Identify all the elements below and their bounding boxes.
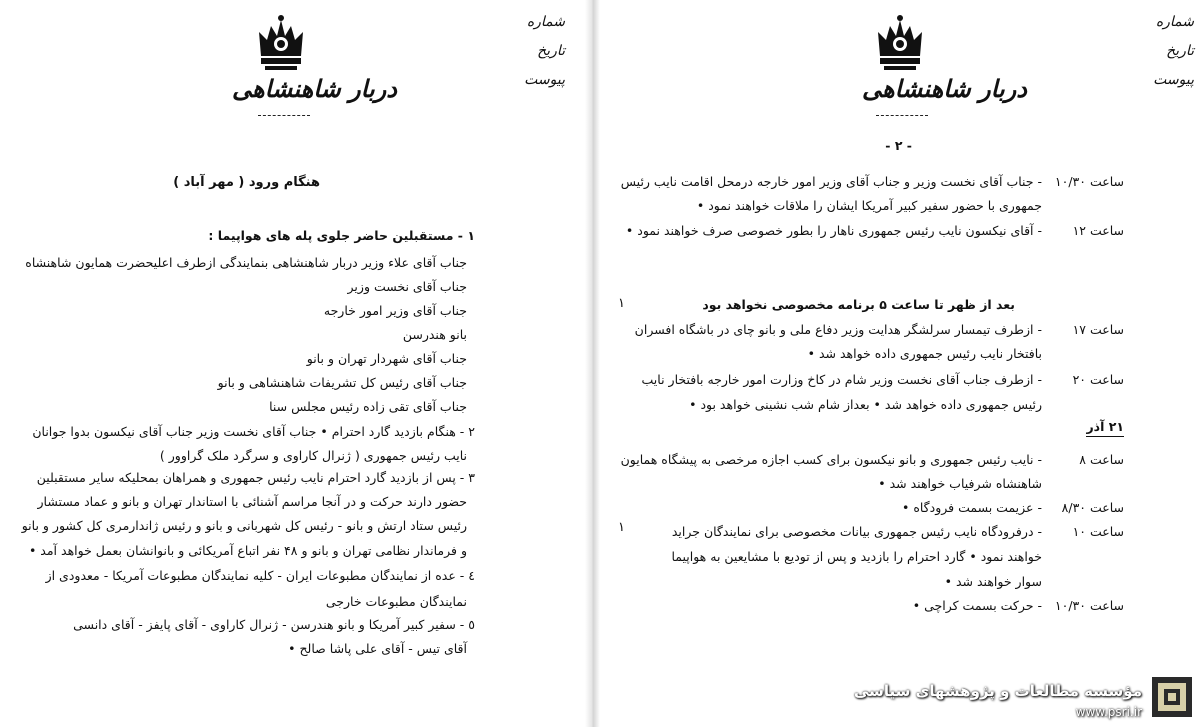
schedule-text: - حرکت بسمت کراچی • xyxy=(912,598,1042,613)
page-number: - ٢ - xyxy=(885,138,912,153)
margin-mark: ١ xyxy=(618,520,625,535)
time-label: ساعت ۱۲ xyxy=(1072,223,1124,238)
text-line: حضور دارند حرکت و در آنجا مراسم آشنائی با استاندار تهران و بانو و عماد مستشار xyxy=(37,494,467,509)
page-gutter xyxy=(585,0,600,727)
meta-number-label: شماره xyxy=(1155,14,1194,30)
document-page-right xyxy=(600,0,1200,727)
text-line: جناب آقای تقی زاده رئیس مجلس سنا xyxy=(269,399,467,414)
text-line: جناب آقای رئیس کل تشریفات شاهنشاهی و بانو xyxy=(217,375,467,390)
schedule-text: رئیس جمهوری داده خواهد شد • بعداز شام شب نشینی خواهد بود • xyxy=(689,397,1042,412)
text-line: رئیس ستاد ارتش و بانو - رئیس کل شهربانی و بانو و رئیس ژاندارمری کل کشور و بانو xyxy=(21,518,467,533)
title-divider xyxy=(258,115,310,116)
schedule-text: - جناب آقای نخست وزیر و جناب آقای وزیر امور خارجه درمحل اقامت نایب رئیس xyxy=(620,174,1042,189)
meta-number-label: شماره xyxy=(526,14,565,30)
time-label: ساعت ۸ xyxy=(1079,452,1124,467)
text-line: جناب آقای شهردار تهران و بانو xyxy=(306,351,467,366)
time-label: ساعت ۸/۳۰ xyxy=(1061,500,1124,515)
text-line: ٤ - عده از نمایندگان مطبوعات ایران - کلیه نمایندگان مطبوعات آمریکا - معدودی از xyxy=(45,568,475,583)
schedule-text: - درفرودگاه نایب رئیس جمهوری بیانات مخصوصی برای نمایندگان جراید xyxy=(671,524,1042,539)
schedule-text: - آقای نیکسون نایب رئیس جمهوری ناهار را بطور خصوصی صرف خواهند نمود • xyxy=(625,223,1042,238)
institute-logo-icon xyxy=(1152,677,1192,717)
schedule-text: بافتخار نایب رئیس جمهوری داده خواهد شد • xyxy=(807,346,1042,361)
text-line: آقای تیس - آقای علی پاشا صالح • xyxy=(288,641,467,656)
letterhead-meta xyxy=(1153,8,1194,95)
meta-attachment-label: پیوست xyxy=(524,72,565,88)
time-label: ساعت ۱۰ xyxy=(1072,524,1124,539)
time-label: ساعت ۱۷ xyxy=(1072,322,1124,337)
schedule-text: شاهنشاه شرفیاب خواهند شد • xyxy=(878,476,1042,491)
text-line: نمایندگان مطبوعات خارجی xyxy=(325,594,467,609)
meta-attachment-label: پیوست xyxy=(1153,72,1194,88)
meta-date-label: تاریخ xyxy=(537,43,565,59)
time-label: ساعت ۲۰ xyxy=(1072,372,1124,387)
text-line: و فرماندار نظامی تهران و بانو و ۴۸ نفر اتباع آمریکائی و بانوانشان بعمل خواهد آمد • xyxy=(28,543,467,558)
text-line: بانو هندرسن xyxy=(402,327,467,342)
margin-mark: ١ xyxy=(618,296,625,311)
schedule-text: سوار خواهند شد • xyxy=(944,574,1042,589)
schedule-text: - نایب رئیس جمهوری و بانو نیکسون برای کسب اجازه مرخصی به پیشگاه همایون xyxy=(620,452,1042,467)
section-heading: هنگام ورود ( مهر آباد ) xyxy=(173,175,320,190)
court-title: دربار شاهنشاهی xyxy=(232,74,397,103)
text-line: جناب آقای وزیر امور خارجه xyxy=(323,303,467,318)
meta-date-label: تاریخ xyxy=(1166,43,1194,59)
text-line: ٥ - سفیر کبیر آمریکا و بانو هندرسن - ژنرال کاراوی - آقای پایفز - آقای دانسی xyxy=(73,617,475,632)
watermark-url: www.psri.ir xyxy=(1075,705,1142,719)
schedule-text: - ازطرف جناب آقای نخست وزیر شام در کاخ وزارت امور خارجه بافتخار نایب xyxy=(641,372,1042,387)
letterhead-meta xyxy=(524,8,565,95)
crown-emblem-icon xyxy=(253,14,309,78)
title-divider xyxy=(876,115,928,116)
date-heading: ۲۱ آذر xyxy=(1086,419,1124,437)
text-line: ٢ - هنگام بازدید گارد احترام • جناب آقای نخست وزیر جناب آقای نیکسون بدوا جوانان xyxy=(32,424,475,439)
time-label: ساعت ۱۰/۳۰ xyxy=(1054,174,1124,189)
afternoon-heading: بعد از ظهر تا ساعت ۵ برنامه مخصوصی نخواهد بود xyxy=(702,297,1015,312)
crown-emblem-icon xyxy=(872,14,928,78)
text-line: جناب آقای نخست وزیر xyxy=(347,279,467,294)
schedule-text: خواهند نمود • گارد احترام را بازدید و پس از تودیع با مشایعین به هواپیما xyxy=(671,549,1042,564)
text-line: نایب رئیس جمهوری ( ژنرال کاراوی و سرگرد ملک گراوور ) xyxy=(159,448,467,463)
watermark-org-name: مؤسسه مطالعات و پژوهشهای سیاسی xyxy=(853,682,1142,700)
schedule-text: - ازطرف تیمسار سرلشگر هدایت وزیر دفاع ملی و بانو چای در باشگاه افسران xyxy=(634,322,1042,337)
text-line: ٣ - پس از بازدید گارد احترام نایب رئیس جمهوری و همراهان بمحلیکه سایر مستقبلین xyxy=(36,470,475,485)
court-title: دربار شاهنشاهی xyxy=(862,74,1027,103)
schedule-text: - عزیمت بسمت فرودگاه • xyxy=(901,500,1042,515)
document-page-left xyxy=(0,0,585,727)
text-line: ١ - مستقبلین حاضر جلوی پله های هواپیما : xyxy=(208,228,475,243)
text-line: جناب آقای علاء وزیر دربار شاهنشاهی بنمایندگی ازطرف اعلیحضرت همایون شاهنشاه xyxy=(25,255,467,270)
schedule-text: جمهوری با حضور سفیر کبیر آمریکا ایشان را ملاقات خواهند نمود • xyxy=(696,198,1042,213)
time-label: ساعت ۱۰/۳۰ xyxy=(1054,598,1124,613)
